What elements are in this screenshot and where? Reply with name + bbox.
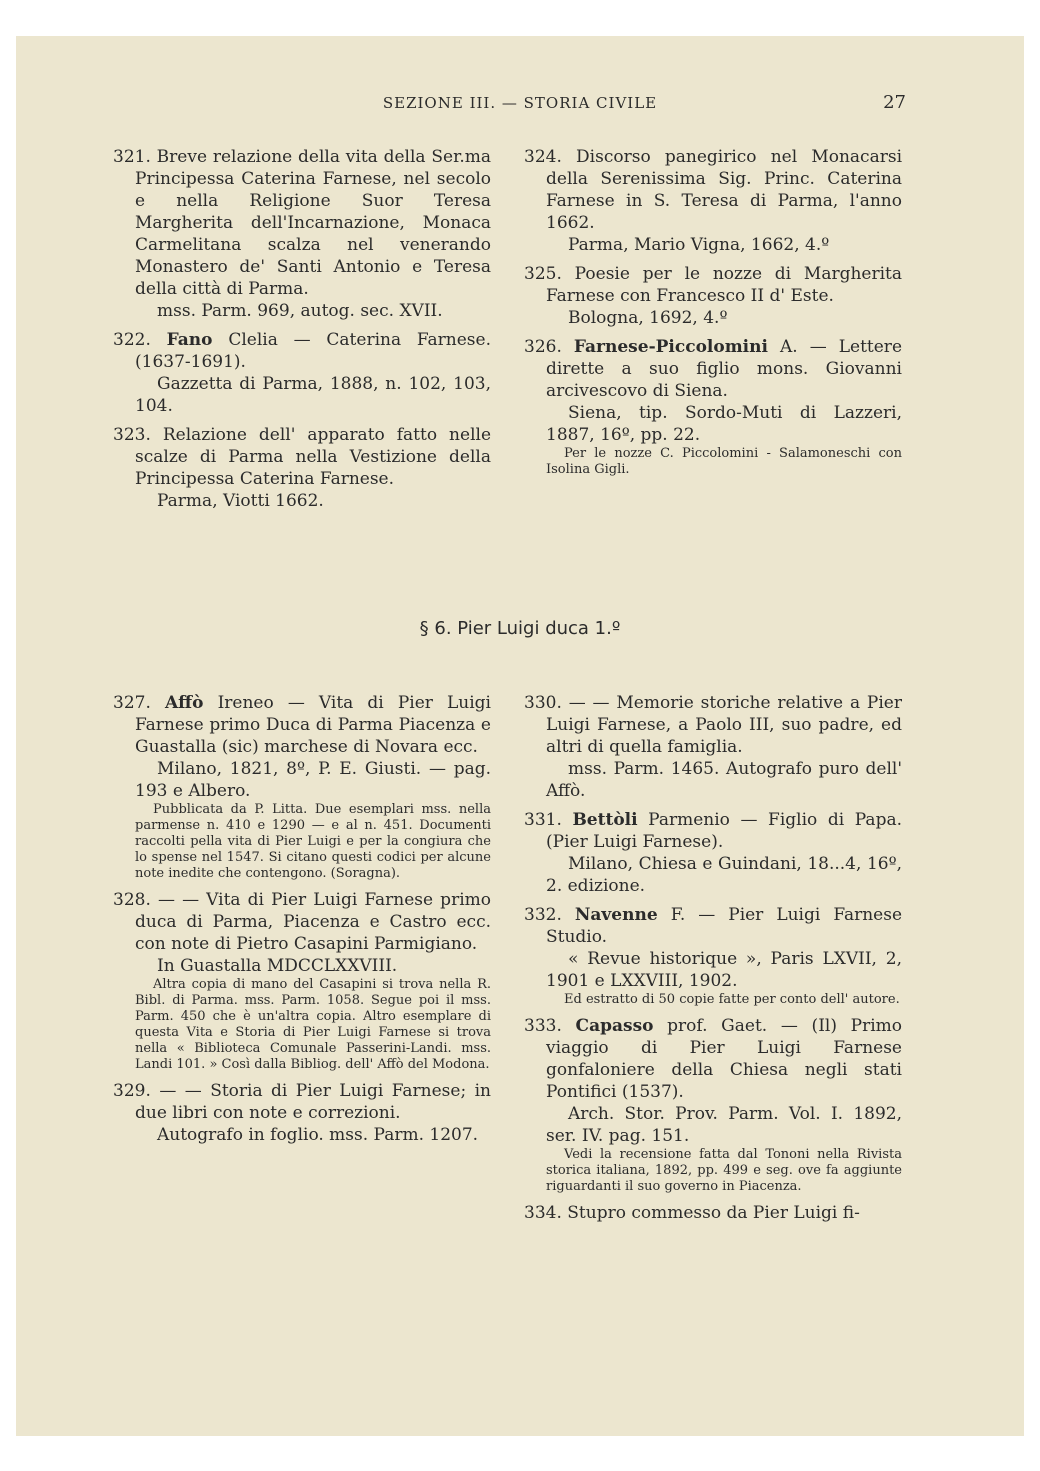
entry-number: 329. bbox=[113, 1081, 151, 1101]
entry-title: Relazione dell' apparato fatto nelle scalze di Parma nella Vestizione della Principessa Caterina Farnese. bbox=[135, 425, 492, 489]
entry-note: Altra copia di mano del Casapini si trova nella R. Bibl. di Parma. mss. Parm. 1058. Segue poi il mss. Parm. 450 che è un'altra copia. Altro esemplare di questa Vita e Storia di Pier Luigi Farnese si trova nella « Biblioteca Comunale Passerini-Landi. mss. Landi 101. » Così dalla Bibliog. dell' Affò del Modona. bbox=[135, 977, 491, 1072]
entry-author: Bettòli bbox=[572, 810, 638, 830]
entry-number: 334. bbox=[524, 1203, 562, 1223]
entry-publication: Autografo in foglio. mss. Parm. 1207. bbox=[157, 1125, 479, 1145]
running-header bbox=[16, 94, 1024, 116]
entry-author: Fano bbox=[166, 330, 213, 350]
entry-publication: Bologna, 1692, 4.º bbox=[568, 308, 728, 328]
entry-title: — — Vita di Pier Luigi Farnese primo duca di Parma, Piacenza e Castro ecc. con note di Pietro Casapini Parmigiano. bbox=[135, 890, 491, 954]
entry-number: 327. bbox=[113, 693, 151, 713]
entry-title: Stupro commesso da Pier Luigi fi- bbox=[567, 1203, 860, 1223]
entry-publication: Parma, Mario Vigna, 1662, 4.º bbox=[568, 235, 830, 255]
column-top-right bbox=[524, 146, 902, 485]
entry-note: Ed estratto di 50 copie fatte per conto dell' autore. bbox=[564, 992, 900, 1007]
entry-note: Per le nozze C. Piccolomini - Salamoneschi con Isolina Gigli. bbox=[546, 446, 902, 477]
bibliography-entry bbox=[524, 692, 902, 802]
entry-publication: Arch. Stor. Prov. Parm. Vol. I. 1892, ser. IV. pag. 151. bbox=[546, 1104, 902, 1146]
bibliography-entry bbox=[113, 692, 491, 882]
entry-publication: « Revue historique », Paris LXVII, 2, 1901 e LXXVIII, 1902. bbox=[546, 949, 902, 991]
entry-author: Farnese-Piccolomini bbox=[573, 337, 768, 357]
entry-number: 326. bbox=[524, 337, 562, 357]
bibliography-entry bbox=[524, 263, 902, 329]
entry-main bbox=[524, 1202, 902, 1224]
entry-number: 323. bbox=[113, 425, 151, 445]
bibliography-entry bbox=[524, 336, 902, 478]
entry-main bbox=[524, 336, 902, 402]
entry-number: 325. bbox=[524, 264, 562, 284]
entry-main bbox=[524, 146, 902, 234]
entry-number: 322. bbox=[113, 330, 151, 350]
column-bottom-right bbox=[524, 692, 902, 1231]
bibliography-entry bbox=[113, 329, 491, 417]
document-page bbox=[16, 36, 1024, 1436]
bibliography-entry bbox=[113, 889, 491, 1073]
entry-publication: mss. Parm. 969, autog. sec. XVII. bbox=[157, 301, 443, 321]
entry-note: Vedi la recensione fatta dal Tononi nella Rivista storica italiana, 1892, pp. 499 e seg. ove fa aggiunte riguardanti il suo governo in Piacenza. bbox=[546, 1147, 902, 1194]
entry-title: Breve relazione della vita della Ser.ma Principessa Caterina Farnese, nel secolo e nella Religione Suor Teresa Margherita dell'Incarnazione, Monaca Carmelitana scalza nel venerando Monastero de' Santi Antonio e Teresa della città di Parma. bbox=[135, 147, 491, 299]
entry-main bbox=[524, 809, 902, 853]
bibliography-entry bbox=[524, 1015, 902, 1195]
entry-title: — — Storia di Pier Luigi Farnese; in due libri con note e correzioni. bbox=[135, 1081, 491, 1123]
entry-title: Discorso panegirico nel Monacarsi della Serenissima Sig. Princ. Caterina Farnese in S. Teresa di Parma, l'anno 1662. bbox=[546, 147, 903, 233]
entry-publication: Gazzetta di Parma, 1888, n. 102, 103, 104. bbox=[135, 374, 491, 416]
entry-number: 333. bbox=[524, 1016, 562, 1036]
entry-number: 324. bbox=[524, 147, 562, 167]
entry-title: Clelia — Caterina Farnese. (1637-1691). bbox=[135, 330, 491, 372]
entry-main bbox=[113, 329, 491, 373]
entry-main bbox=[524, 904, 902, 948]
bibliography-entry bbox=[524, 904, 902, 1008]
entry-number: 331. bbox=[524, 810, 562, 830]
entry-title: — — Memorie storiche relative a Pier Luigi Farnese, a Paolo III, suo padre, ed altri di quella famiglia. bbox=[546, 693, 902, 757]
entry-main bbox=[113, 1080, 491, 1124]
entry-title: Ireneo — Vita di Pier Luigi Farnese primo Duca di Parma Piacenza e Guastalla (sic) marchese di Novara ecc. bbox=[135, 693, 491, 757]
entry-number: 332. bbox=[524, 905, 562, 925]
entry-title: Parmenio — Figlio di Papa. (Pier Luigi Farnese). bbox=[546, 810, 902, 852]
bibliography-entry bbox=[113, 1080, 491, 1146]
section-heading: § 6. Pier Luigi duca 1.º bbox=[419, 618, 621, 639]
entry-main bbox=[524, 1015, 902, 1103]
entry-title: F. — Pier Luigi Farnese Studio. bbox=[546, 905, 903, 947]
entry-main bbox=[524, 263, 902, 307]
entry-main bbox=[113, 889, 491, 955]
entry-author: Navenne bbox=[574, 905, 658, 925]
entry-publication: Milano, Chiesa e Guindani, 18...4, 16º, 2. edizione. bbox=[546, 854, 902, 896]
entry-author: Affò bbox=[164, 693, 204, 713]
column-bottom-left bbox=[113, 692, 491, 1153]
entry-main bbox=[113, 424, 491, 490]
entry-main bbox=[113, 692, 491, 758]
entry-title: prof. Gaet. — (Il) Primo viaggio di Pier Luigi Farnese gonfaloniere della Chiesa negli stati Pontifici (1537). bbox=[546, 1016, 903, 1102]
entry-publication: In Guastalla MDCCLXXVIII. bbox=[157, 956, 398, 976]
entry-publication: Parma, Viotti 1662. bbox=[157, 491, 324, 511]
column-top-left bbox=[113, 146, 491, 519]
entry-publication: Siena, tip. Sordo-Muti di Lazzeri, 1887, 16º, pp. 22. bbox=[546, 403, 902, 445]
bibliography-entry bbox=[524, 809, 902, 897]
entry-note: Pubblicata da P. Litta. Due esemplari mss. nella parmense n. 410 e 1290 — e al n. 451. Documenti raccolti pella vita di Pier Luigi e per la congiura che lo spense nel 1547. Si citano questi codici per alcune note inedite che contengono. (Soragna). bbox=[135, 802, 491, 881]
entry-author: Capasso bbox=[575, 1016, 654, 1036]
bibliography-entry bbox=[113, 146, 491, 322]
entry-publication: Milano, 1821, 8º, P. E. Giusti. — pag. 193 e Albero. bbox=[135, 759, 491, 801]
entry-title: A. — Lettere dirette a suo figlio mons. Giovanni arcivescovo di Siena. bbox=[546, 337, 902, 401]
bibliography-entry bbox=[113, 424, 491, 512]
entry-number: 321. bbox=[113, 147, 151, 167]
page-number: 27 bbox=[883, 92, 906, 113]
entry-number: 328. bbox=[113, 890, 151, 910]
entry-main bbox=[113, 146, 491, 300]
entry-number: 330. bbox=[524, 693, 562, 713]
entry-publication: mss. Parm. 1465. Autografo puro dell' Affò. bbox=[546, 759, 902, 801]
bibliography-entry bbox=[524, 146, 902, 256]
header-title: SEZIONE III. — STORIA CIVILE bbox=[382, 94, 658, 112]
entry-title: Poesie per le nozze di Margherita Farnese con Francesco II d' Este. bbox=[546, 264, 903, 306]
bibliography-entry bbox=[524, 1202, 902, 1224]
entry-main bbox=[524, 692, 902, 758]
